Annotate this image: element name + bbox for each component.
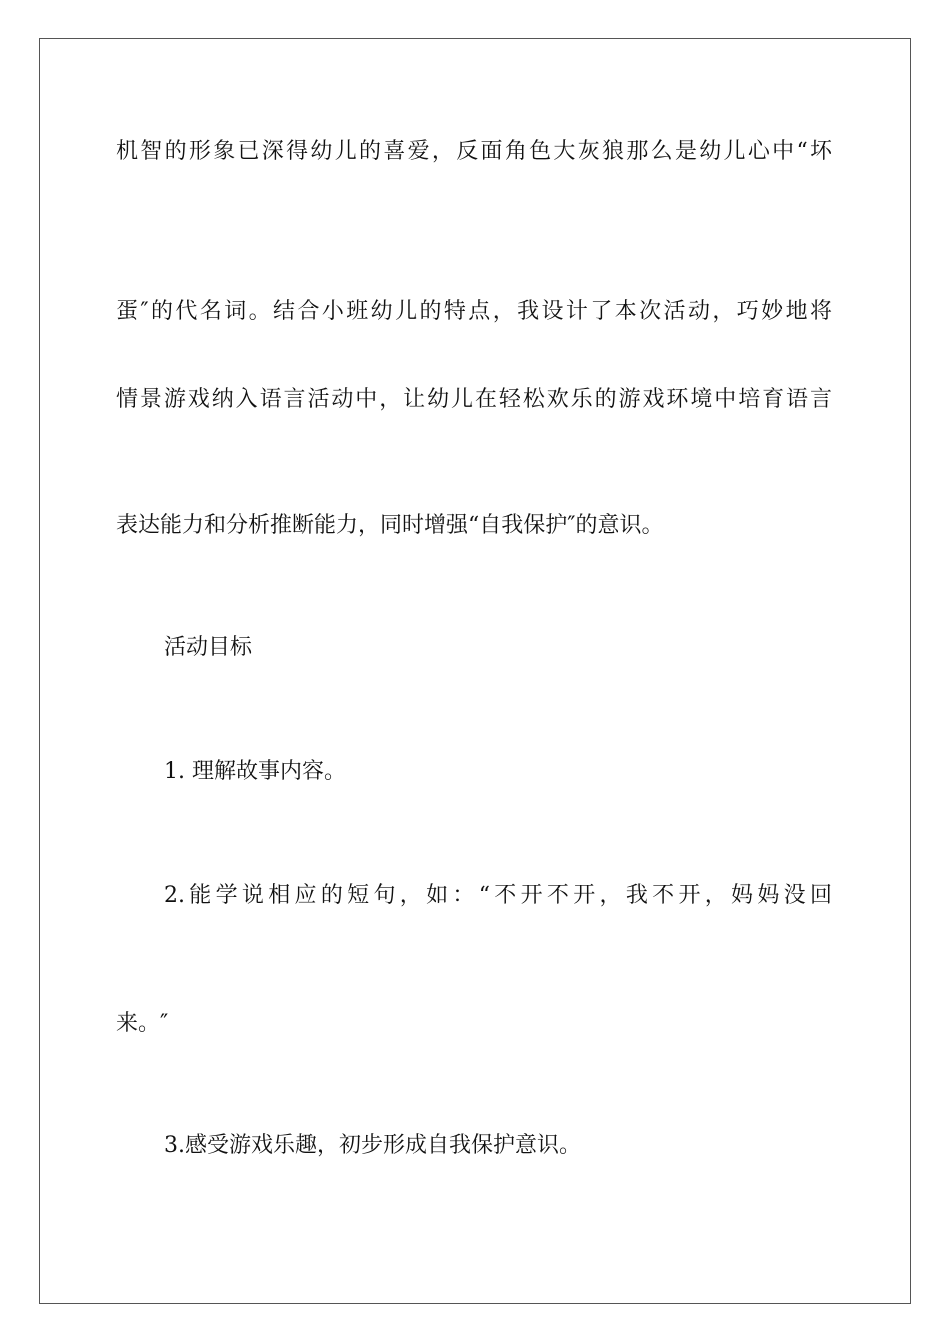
- goal-item-2-line1: 2.能学说相应的短句，如：“不开不开，我不开，妈妈没回: [164, 883, 832, 908]
- goal-item-3: 3.感受游戏乐趣，初步形成自我保护意识。: [164, 1133, 581, 1158]
- paragraph-line: 表达能力和分析推断能力，同时增强“自我保护″的意识。: [116, 513, 664, 538]
- document-page: [39, 38, 911, 1304]
- paragraph-line: 情景游戏纳入语言活动中，让幼儿在轻松欢乐的游戏环境中培育语言: [116, 387, 832, 412]
- paragraph-line: 机智的形象已深得幼儿的喜爱，反面角色大灰狼那么是幼儿心中“坏: [116, 139, 832, 164]
- paragraph-line: 蛋″的代名词。结合小班幼儿的特点，我设计了本次活动，巧妙地将: [116, 299, 832, 324]
- goal-item-2-line2: 来。″: [116, 1011, 169, 1036]
- section-heading: 活动目标: [164, 635, 253, 660]
- goal-item-1: 1. 理解故事内容。: [164, 759, 346, 784]
